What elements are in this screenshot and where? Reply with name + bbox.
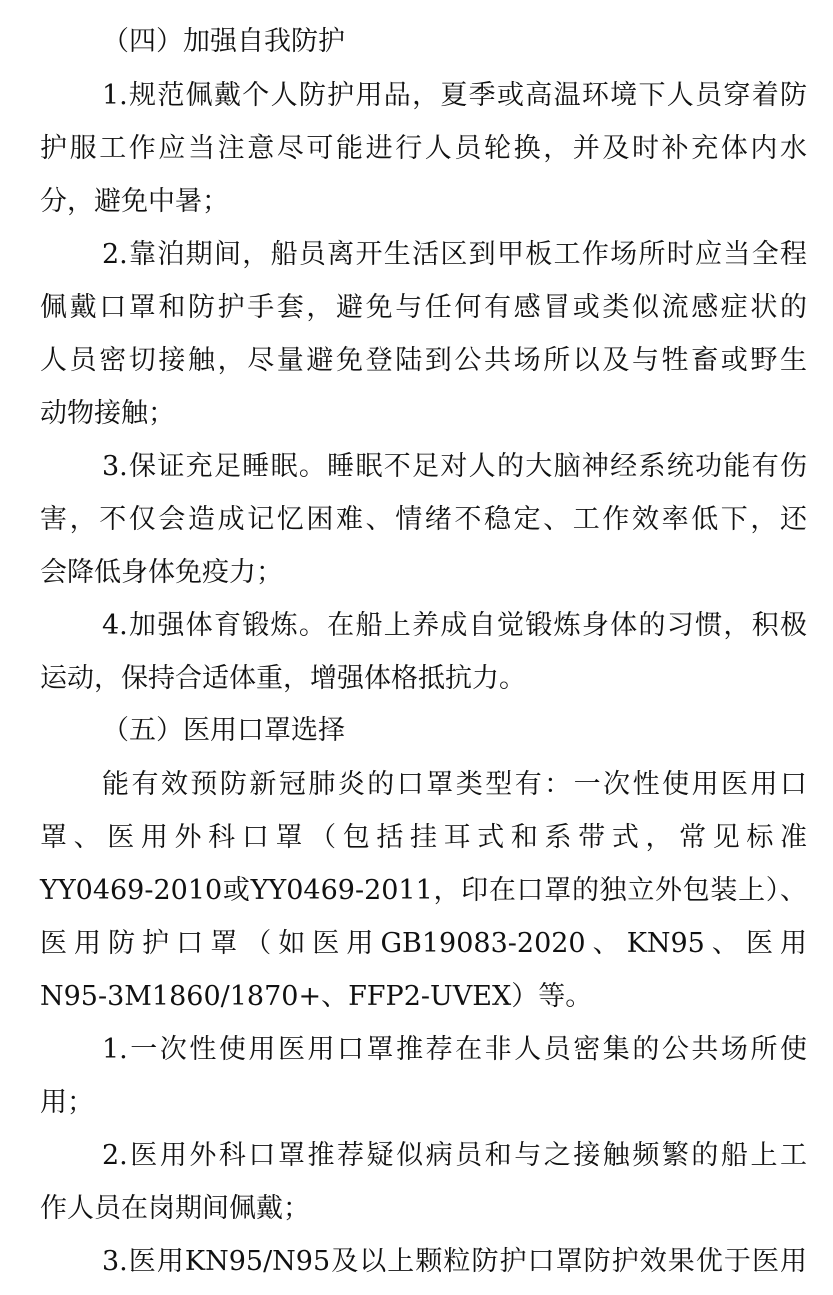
paragraph-line: 作人员在岗期间佩戴； (40, 1193, 310, 1224)
paragraph-line: N95-3M1860/1870+、FFP2-UVEX）等。 (40, 981, 593, 1012)
paragraph-line: 1.一次性使用医用口罩推荐在非人员密集的公共场所使 (102, 1034, 807, 1065)
paragraph-line: YY0469-2010或YY0469-2011，印在口罩的独立外包装上）、 (40, 875, 807, 906)
paragraph-line: 用； (40, 1087, 94, 1118)
section-heading-5: （五）医用口罩选择 (102, 715, 345, 746)
paragraph-line: 3.保证充足睡眠。睡眠不足对人的大脑神经系统功能有伤 (102, 451, 807, 482)
paragraph-line: 分，避免中暑； (40, 186, 229, 217)
paragraph-line: 能有效预防新冠肺炎的口罩类型有：一次性使用医用口 (102, 769, 807, 800)
paragraph-line: 会降低身体免疫力； (40, 557, 283, 588)
paragraph-line: 害，不仅会造成记忆困难、情绪不稳定、工作效率低下，还 (40, 504, 807, 535)
paragraph-line: 4.加强体育锻炼。在船上养成自觉锻炼身体的习惯，积极 (102, 610, 807, 641)
paragraph-line: 1.规范佩戴个人防护用品，夏季或高温环境下人员穿着防 (102, 80, 807, 111)
paragraph-line: 罩、医用外科口罩（包括挂耳式和系带式，常见标准 (40, 822, 807, 853)
paragraph-line: 动物接触； (40, 398, 175, 429)
paragraph-line: 2.靠泊期间，船员离开生活区到甲板工作场所时应当全程 (102, 239, 807, 270)
paragraph-line: 2.医用外科口罩推荐疑似病员和与之接触频繁的船上工 (102, 1140, 807, 1171)
paragraph-line: 医用防护口罩（如医用GB19083-2020、KN95、医用 (40, 928, 807, 959)
section-heading-4: （四）加强自我防护 (102, 26, 345, 57)
paragraph-line: 护服工作应当注意尽可能进行人员轮换，并及时补充体内水 (40, 133, 807, 164)
paragraph-line: 运动，保持合适体重，增强体格抵抗力。 (40, 663, 526, 694)
paragraph-line: 人员密切接触，尽量避免登陆到公共场所以及与牲畜或野生 (40, 345, 807, 376)
paragraph-line: 3.医用KN95/N95及以上颗粒防护口罩防护效果优于医用 (102, 1246, 807, 1277)
paragraph-line: 佩戴口罩和防护手套，避免与任何有感冒或类似流感症状的 (40, 292, 807, 323)
